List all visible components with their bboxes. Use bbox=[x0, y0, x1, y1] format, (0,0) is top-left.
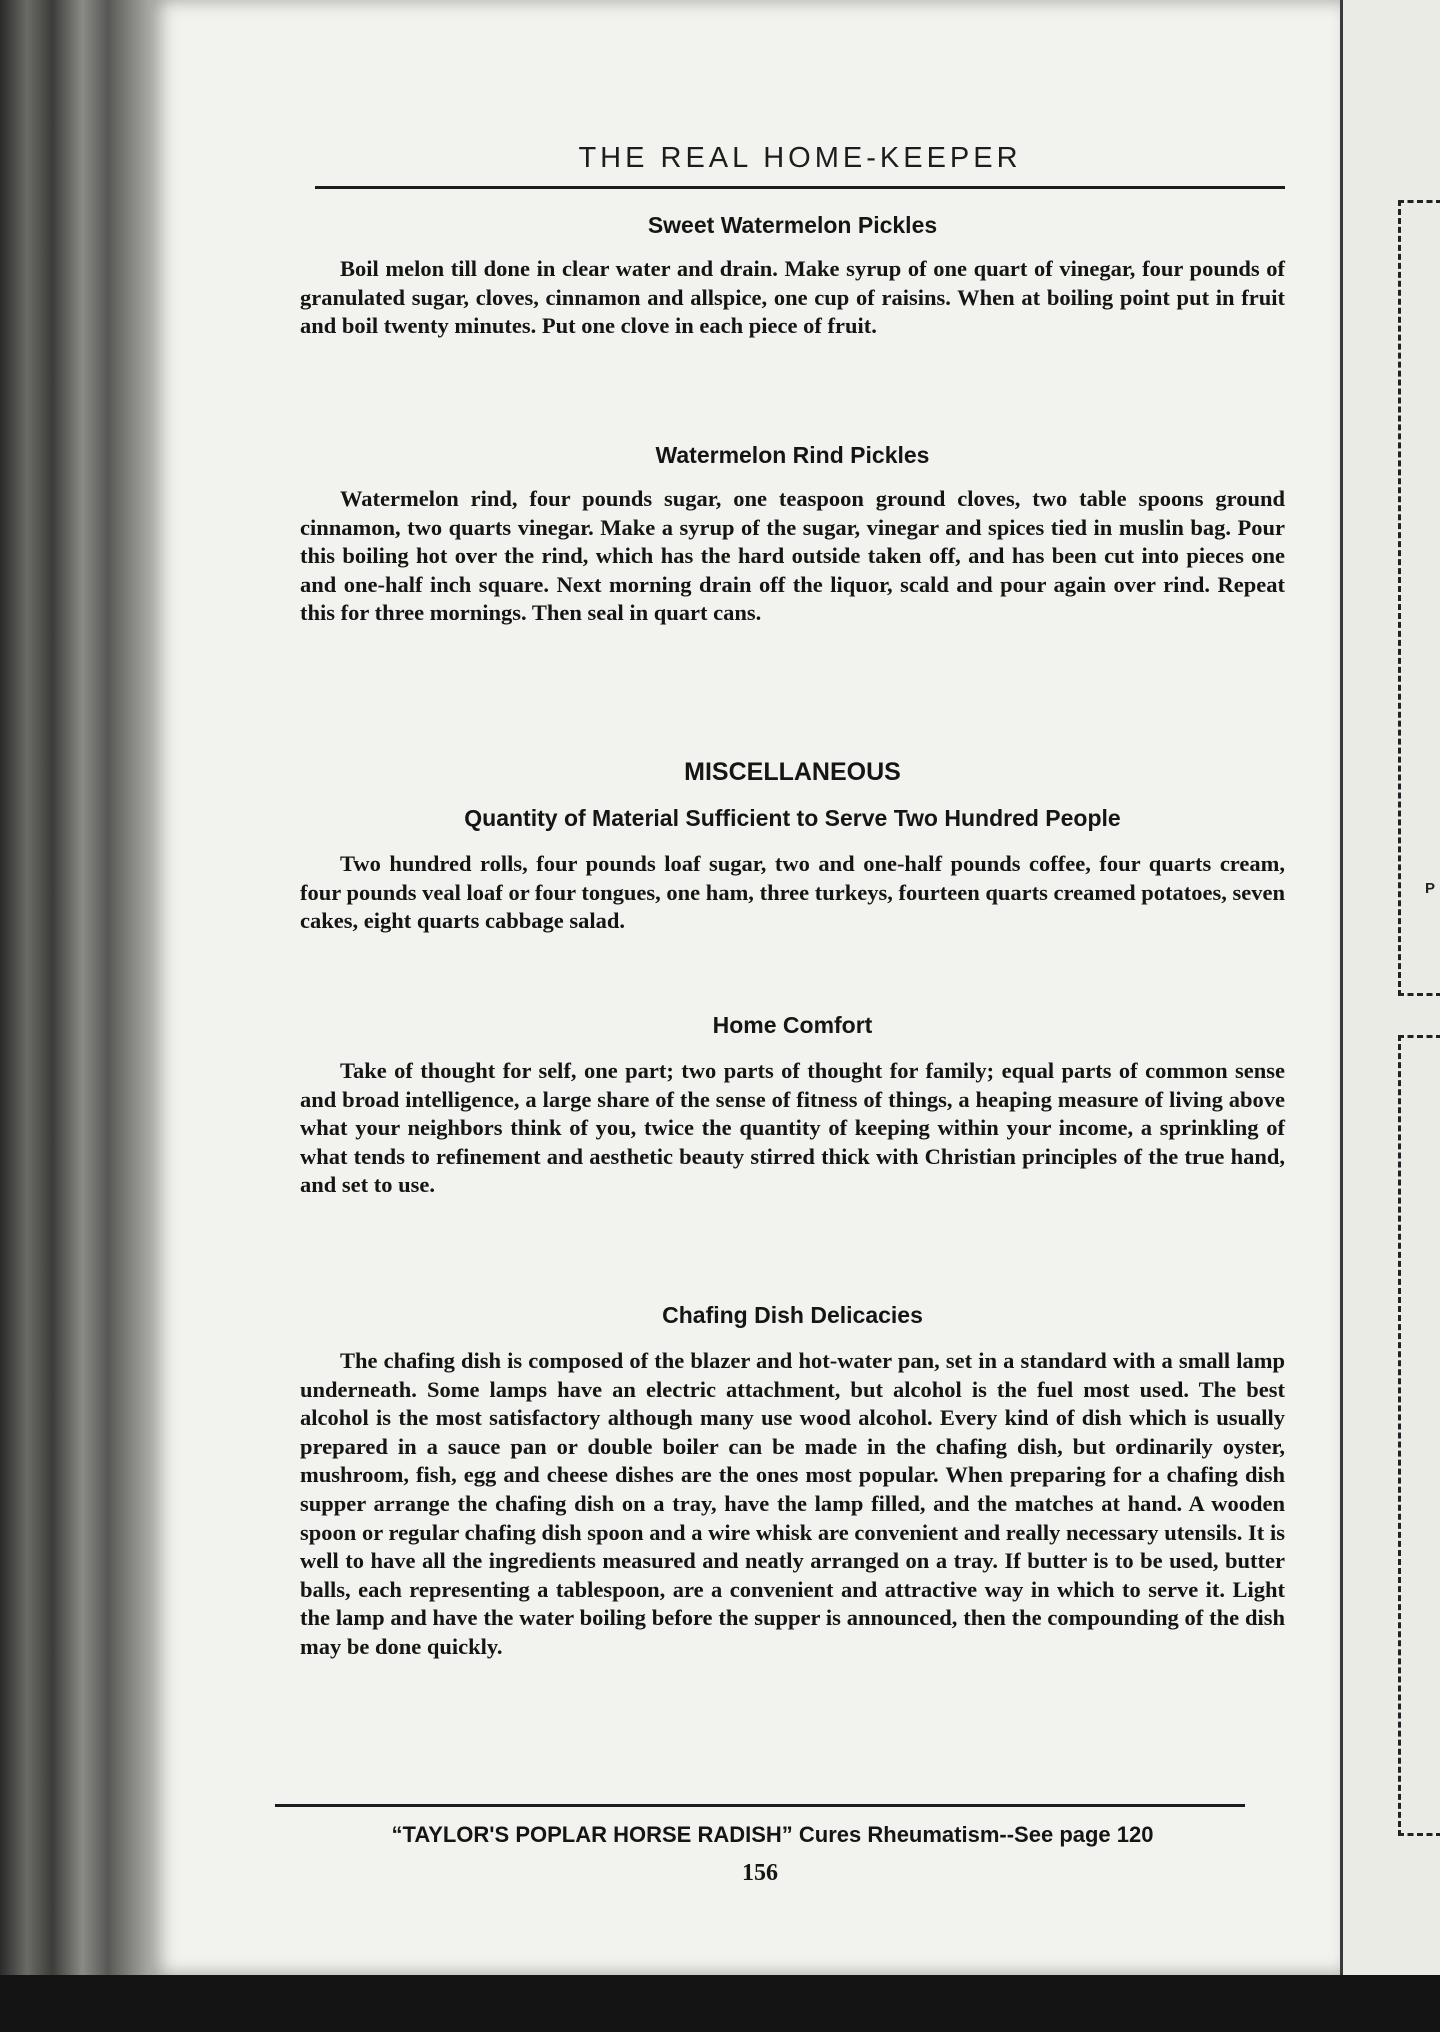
adjacent-page-edge bbox=[1340, 0, 1440, 1975]
footer-rule bbox=[275, 1804, 1245, 1807]
recipe-heading: Chafing Dish Delicacies bbox=[662, 1302, 923, 1328]
recipe-paragraph: Two hundred rolls, four pounds loaf sugar, two and one-half pounds coffee, four quarts cream, four pounds veal loaf or four tongues, one ham, three turkeys, fourteen quarts creamed potatoes, seven cakes, eight quarts cabbage salad. bbox=[300, 851, 1285, 934]
header-rule bbox=[315, 186, 1285, 189]
recipe-paragraph: Watermelon rind, four pounds sugar, one teaspoon ground cloves, two table spoons ground cinnamon, two quarts vinegar. Make a syrup of the sugar, vinegar and spices tied in muslin bag. Pour this boiling hot over the rind, which has the hard outside taken off, and has been cut into pieces one and one-half inch square. Next morning drain off the liquor, scald and pour again over rind. Repeat this for three mornings. Then seal in quart cans. bbox=[300, 486, 1285, 626]
section-title: MISCELLANEOUS bbox=[684, 758, 901, 786]
adjacent-page-box-bottom bbox=[1398, 1035, 1440, 1836]
recipe-sweet-watermelon-pickles bbox=[300, 212, 1285, 341]
recipe-heading: Watermelon Rind Pickles bbox=[655, 442, 930, 468]
book-spine-shadow bbox=[0, 0, 150, 2032]
recipe-paragraph: Take of thought for self, one part; two parts of thought for family; equal parts of common sense and broad intelligence, a large share of the sense of fitness of things, a heaping measure of living above what your neighbors think of you, twice the quantity of keeping within your income, a sprinkling of what tends to refinement and aesthetic beauty stirred thick with Christian principles of the true hand, and set to use. bbox=[300, 1058, 1285, 1198]
recipe-heading: Home Comfort bbox=[712, 1012, 873, 1038]
home-comfort-section bbox=[300, 1012, 1285, 1200]
miscellaneous-section bbox=[300, 758, 1285, 936]
recipe-paragraph: Boil melon till done in clear water and drain. Make syrup of one quart of vinegar, four pounds of granulated sugar, cloves, cinnamon and allspice, one cup of raisins. When at boiling point put in fruit and boil twenty minutes. Put one clove in each piece of fruit. bbox=[300, 256, 1285, 339]
recipe-paragraph: The chafing dish is composed of the blazer and hot-water pan, set in a standard with a small lamp underneath. Some lamps have an electric attachment, but alcohol is the fuel most used. The best alcohol is the most satisfactory although many use wood alcohol. Every kind of dish which is usually prepared in a sauce pan or double boiler can be made in the chafing dish, but ordinarily oyster, mushroom, fish, egg and cheese dishes are the ones most popular. When preparing for a chafing dish supper arrange the chafing dish on a tray, have the lamp filled, and the matches at hand. A wooden spoon or regular chafing dish spoon and a wire whisk are convenient and really necessary utensils. It is well to have all the ingredients measured and neatly arranged on a tray. If butter is to be used, butter balls, each representing a tablespoon, are a convenient and attractive way in which to serve it. Light the lamp and have the water boiling before the supper is announced, then the compounding of the dish may be done quickly. bbox=[300, 1348, 1285, 1659]
adjacent-page-text-fragment: P bbox=[1425, 880, 1436, 897]
footer-advertisement: “TAYLOR'S POPLAR HORSE RADISH” Cures Rheumatism--See page 120 bbox=[391, 1822, 1154, 1847]
recipe-heading: Quantity of Material Sufficient to Serve Two Hundred People bbox=[464, 805, 1121, 831]
adjacent-page-box-top bbox=[1398, 200, 1440, 996]
recipe-heading: Sweet Watermelon Pickles bbox=[647, 212, 938, 238]
background-shadow bbox=[0, 1975, 1440, 2032]
running-head: THE REAL HOME-KEEPER bbox=[578, 142, 1022, 174]
recipe-watermelon-rind-pickles bbox=[300, 442, 1285, 628]
chafing-dish-section bbox=[300, 1302, 1285, 1662]
page-number: 156 bbox=[742, 1860, 778, 1886]
